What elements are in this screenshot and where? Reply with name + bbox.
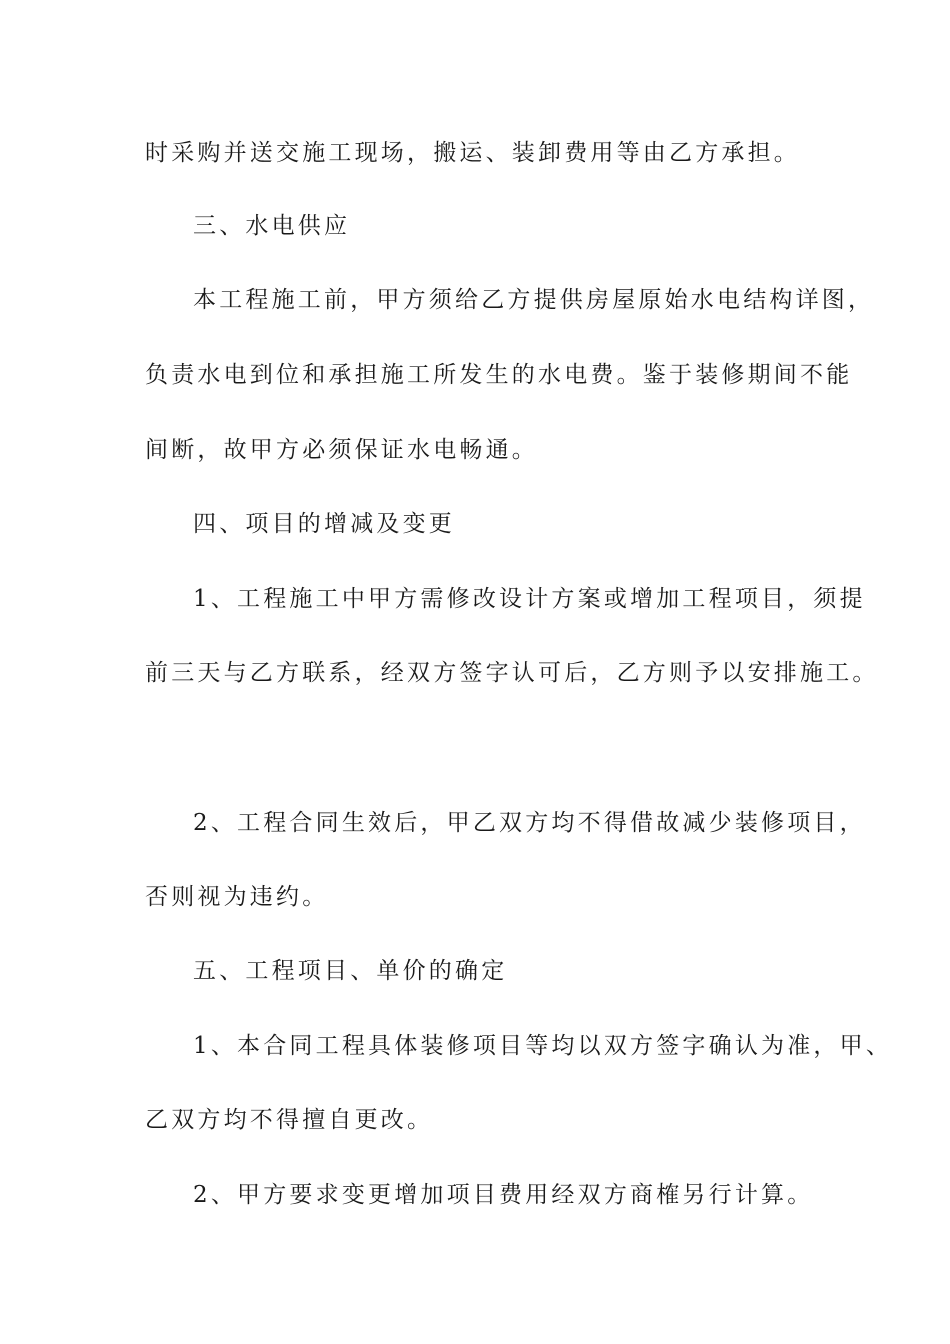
paragraph-line: 时采购并送交施工现场，搬运、装卸费用等由乙方承担。 [145, 140, 800, 166]
paragraph-line: 间断，故甲方必须保证水电畅通。 [145, 437, 538, 463]
paragraph-line: 2、工程合同生效后，甲乙双方均不得借故减少装修项目， [193, 810, 866, 836]
paragraph-line: 乙双方均不得擅自更改。 [145, 1107, 434, 1133]
paragraph-line: 2、甲方要求变更增加项目费用经双方商榷另行计算。 [193, 1182, 814, 1208]
section-heading-water-electricity: 三、水电供应 [193, 213, 351, 239]
paragraph-line: 前三天与乙方联系，经双方签字认可后，乙方则予以安排施工。 [145, 660, 879, 686]
paragraph-line: 负责水电到位和承担施工所发生的水电费。鉴于装修期间不能 [145, 362, 853, 388]
paragraph-line: 否则视为违约。 [145, 884, 329, 910]
paragraph-line: 本工程施工前，甲方须给乙方提供房屋原始水电结构详图， [193, 287, 875, 313]
paragraph-line: 1、工程施工中甲方需修改设计方案或增加工程项目，须提 [193, 586, 866, 612]
section-heading-unit-price: 五、工程项目、单价的确定 [193, 958, 508, 984]
section-heading-changes: 四、项目的增减及变更 [193, 511, 455, 537]
paragraph-line: 1、本合同工程具体装修项目等均以双方签字确认为准，甲、 [193, 1033, 893, 1059]
